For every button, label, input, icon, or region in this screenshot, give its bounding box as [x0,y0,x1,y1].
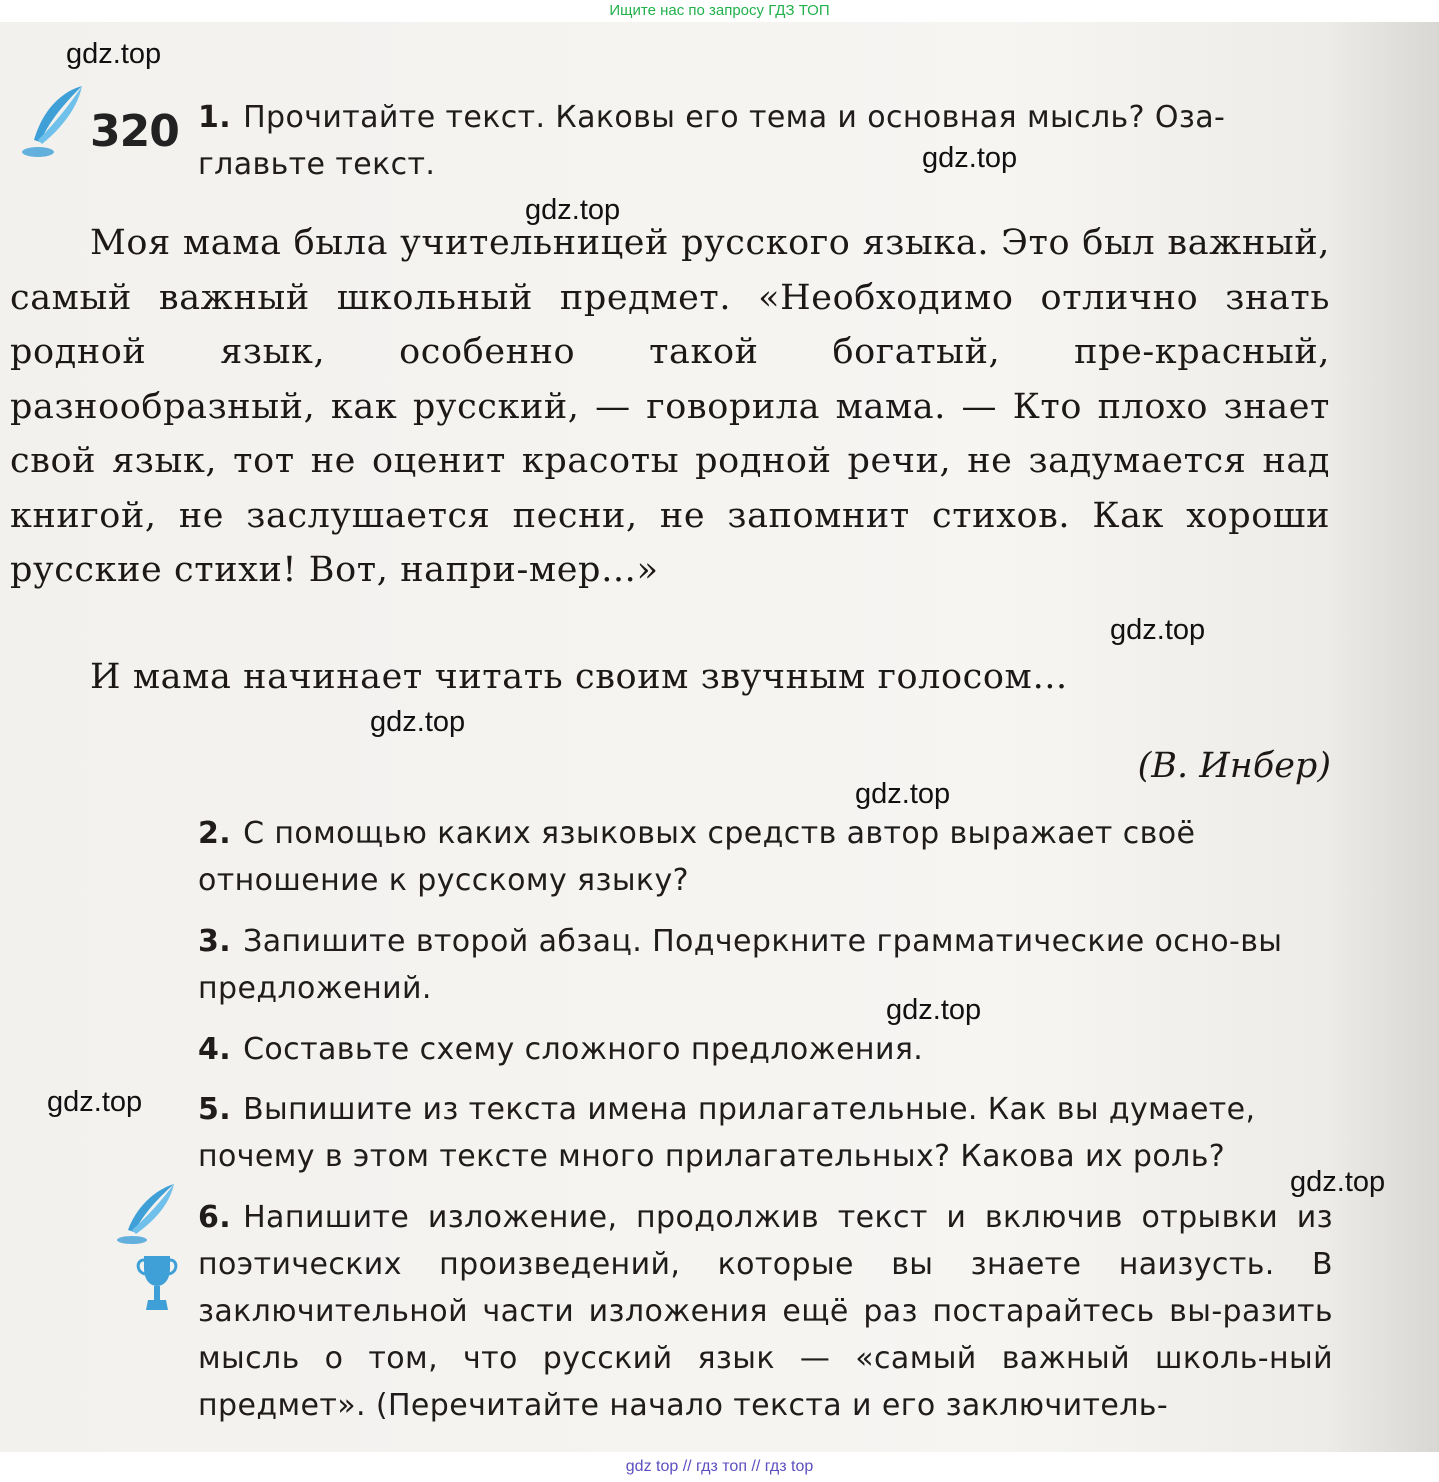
watermark: gdz.top [47,1086,143,1118]
task-1 [198,94,1333,188]
main-text-paragraph-1: Моя мама была учительницей русского языка. Это был важный, самый важный школьный предмет. «Необходимо отлично знать родной язык, особенно такой богатый, пре-красный, разнообразный, как русский, — говорила мама. — Кто плохо знает свой язык, тот не оценит красоты родной речи, не задумается над книгой, не заслушается песни, не запомнит стихов. Как хороши русские стихи! Вот, напри-мер…» [10,223,1330,590]
task-5 [198,1086,1333,1180]
exercise-number: 320 [90,106,179,157]
task-2-text: С помощью каких языковых средств автор выражает своё отношение к русскому языку? [198,816,1196,898]
task-6 [198,1194,1333,1429]
task-3-number: 3. [198,924,232,959]
text-author: (В. Инбер) [1137,746,1331,786]
task-5-text: Выпишите из текста имена прилагательные. Как вы думаете, почему в этом тексте много прилагательных? Какова их роль? [198,1092,1256,1174]
task-4 [198,1026,1333,1073]
top-banner[interactable]: Ищите нас по запросу ГДЗ ТОП [0,0,1439,22]
task-3-text: Запишите второй абзац. Подчеркните грамматические осно-вы предложений. [198,924,1283,1006]
main-text-paragraph-2: И мама начинает читать своим звучным голосом… [90,657,1068,697]
task-4-number: 4. [198,1032,232,1067]
watermark: gdz.top [370,706,466,738]
task-6-number: 6. [198,1200,232,1235]
watermark: gdz.top [1110,614,1206,646]
task-4-text: Составьте схему сложного предложения. [243,1032,924,1067]
trophy-icon [136,1254,178,1316]
task-1-text: Прочитайте текст. Каковы его тема и основная мысль? Оза-главьте текст. [198,100,1226,182]
feather-pen-icon [20,82,86,168]
task-5-number: 5. [198,1092,232,1127]
watermark: gdz.top [1290,1166,1386,1198]
task-1-number: 1. [198,100,232,135]
watermark: gdz.top [922,142,1018,174]
bleed-through-text [0,42,1439,96]
watermark: gdz.top [66,38,162,70]
feather-pen-icon [116,1182,178,1250]
task-6-text: Напишите изложение, продолжив текст и включив отрывки из поэтических произведений, которые вы знаете наизусть. В заключительной части изложения ещё раз постарайтесь вы-разить мысль о том, что русский язык — «самый важный школь-ный предмет». (Перечитайте начало текста и его заключитель- [198,1200,1333,1423]
bottom-bar[interactable]: gdz top // гдз топ // гдз top [0,1452,1439,1482]
watermark: gdz.top [886,994,982,1026]
watermark: gdz.top [855,778,951,810]
textbook-page [0,22,1439,1452]
watermark: gdz.top [525,194,621,226]
task-3 [198,918,1333,1012]
task-2-number: 2. [198,816,232,851]
task-2 [198,810,1333,904]
